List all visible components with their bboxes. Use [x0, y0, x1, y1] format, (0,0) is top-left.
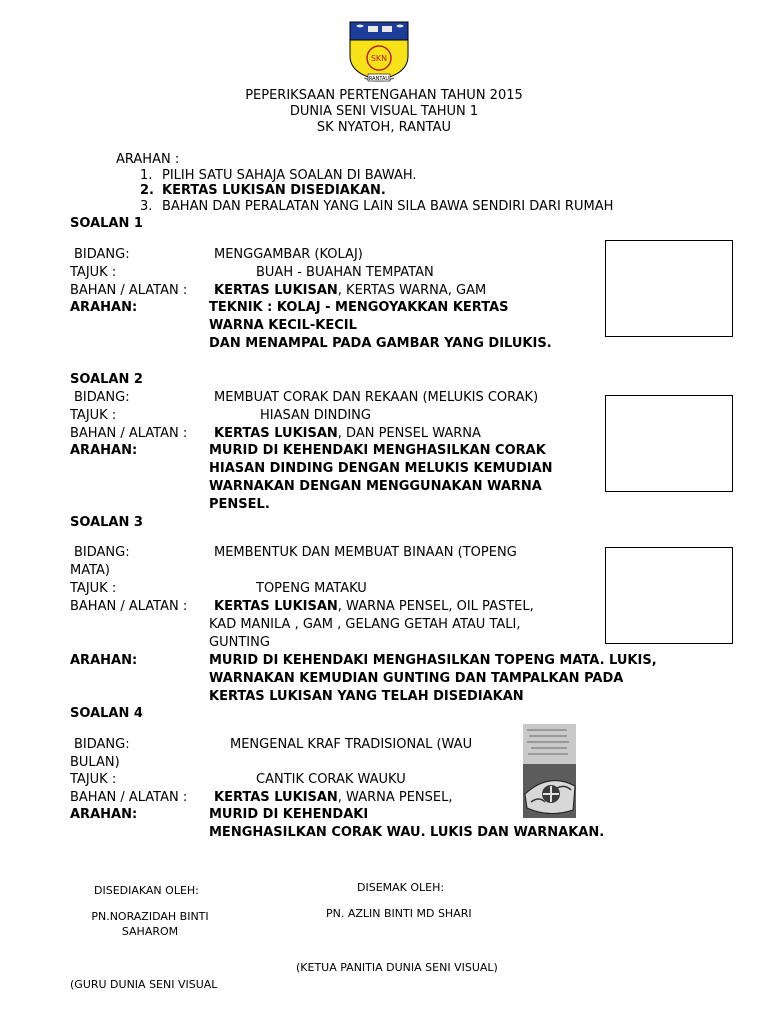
q3-bahan-kertas: KERTAS LUKISAN: [214, 599, 338, 614]
subject-title: DUNIA SENI VISUAL TAHUN 1: [289, 104, 479, 119]
exam-title: PEPERIKSAAN PERTENGAHAN TAHUN 2015: [245, 88, 523, 103]
q2-bidang-label: BIDANG:: [74, 390, 130, 405]
q1-tajuk-label: TAJUK :: [70, 265, 117, 280]
school-crest-logo: [344, 18, 414, 84]
q2-bahan-label: BAHAN / ALATAN :: [70, 426, 188, 441]
q4-arahan-line-2: MENGHASILKAN CORAK WAU. LUKIS DAN WARNAKAN.: [209, 825, 605, 840]
prepared-by-role: (GURU DUNIA SENI VISUAL: [70, 978, 218, 991]
instruction-2-number: 2.: [140, 183, 154, 198]
q1-title: SOALAN 1: [70, 216, 143, 231]
prepared-by-label: DISEDIAKAN OLEH:: [94, 884, 199, 897]
q3-picture-frame: [605, 547, 733, 644]
q3-bidang-label: BIDANG:: [74, 545, 130, 560]
q4-tajuk-label: TAJUK :: [70, 772, 117, 787]
q3-bahan-line-2: KAD MANILA , GAM , GELANG GETAH ATAU TALI,: [209, 617, 521, 632]
q4-bahan-label: BAHAN / ALATAN :: [70, 790, 188, 805]
q3-bidang-value-1: MEMBENTUK DAN MEMBUAT BINAAN (TOPENG: [214, 545, 517, 560]
instructions-label: ARAHAN :: [116, 152, 180, 167]
q2-tajuk-value: HIASAN DINDING: [260, 408, 371, 423]
q4-bahan-rest: , WARNA PENSEL,: [337, 790, 453, 805]
school-name: SK NYATOH, RANTAU: [316, 120, 452, 135]
q1-bahan-value: [214, 282, 486, 300]
q1-arahan-line-3: DAN MENAMPAL PADA GAMBAR YANG DILUKIS.: [209, 336, 552, 351]
q1-bahan-rest: , KERTAS WARNA, GAM: [337, 283, 487, 298]
q2-bidang-value: MEMBUAT CORAK DAN REKAAN (MELUKIS CORAK): [214, 390, 539, 405]
prepared-by-name-2: SAHAROM: [121, 925, 179, 938]
prepared-by-name-1: PN.NORAZIDAH BINTI: [91, 910, 209, 923]
q2-arahan-line-3: WARNAKAN DENGAN MENGGUNAKAN WARNA: [209, 479, 542, 494]
q2-arahan-line-1: MURID DI KEHENDAKI MENGHASILKAN CORAK: [209, 443, 546, 458]
q3-bahan-value: [214, 598, 534, 616]
crest-banner-text: RANTAU: [368, 76, 390, 82]
q3-arahan-line-2: WARNAKAN KEMUDIAN GUNTING DAN TAMPALKAN PADA: [209, 671, 624, 686]
q3-title: SOALAN 3: [70, 515, 143, 530]
instruction-3-number: 3.: [140, 199, 153, 214]
q4-bahan-value: [214, 789, 452, 807]
instruction-1-text: PILIH SATU SAHAJA SOALAN DI BAWAH.: [162, 168, 417, 183]
q3-tajuk-label: TAJUK :: [70, 581, 117, 596]
crest-emblem-text: SKN: [370, 54, 388, 63]
q2-arahan-label: ARAHAN:: [70, 443, 138, 458]
q3-arahan-label: ARAHAN:: [70, 653, 138, 668]
checked-by-role: (KETUA PANITIA DUNIA SENI VISUAL): [296, 961, 498, 974]
instruction-1-number: 1.: [140, 168, 153, 183]
q1-arahan-line-1: TEKNIK : KOLAJ - MENGOYAKKAN KERTAS: [209, 300, 509, 315]
q4-bidang-value-2: BULAN): [70, 755, 120, 770]
q1-arahan-line-2: WARNA KECIL-KECIL: [209, 318, 357, 333]
q3-arahan-line-1: MURID DI KEHENDAKI MENGHASILKAN TOPENG MATA. LUKIS,: [209, 653, 657, 668]
instruction-3-text: BAHAN DAN PERALATAN YANG LAIN SILA BAWA SENDIRI DARI RUMAH: [162, 199, 614, 214]
q2-arahan-line-2: HIASAN DINDING DENGAN MELUKIS KEMUDIAN: [209, 461, 553, 476]
q2-bahan-kertas: KERTAS LUKISAN: [214, 426, 338, 441]
instruction-2-text: KERTAS LUKISAN DISEDIAKAN.: [162, 183, 386, 198]
q3-bahan-line-3: GUNTING: [209, 635, 270, 650]
q2-bahan-value: [214, 425, 481, 443]
q1-bidang-label: BIDANG:: [74, 247, 130, 262]
checked-by-name: PN. AZLIN BINTI MD SHARI: [326, 907, 472, 920]
q1-bahan-kertas: KERTAS LUKISAN: [214, 283, 338, 298]
q3-arahan-line-3: KERTAS LUKISAN YANG TELAH DISEDIAKAN: [209, 689, 524, 704]
q1-tajuk-value: BUAH - BUAHAN TEMPATAN: [256, 265, 434, 280]
q4-arahan-label: ARAHAN:: [70, 807, 138, 822]
q3-bahan-label: BAHAN / ALATAN :: [70, 599, 188, 614]
q3-bahan-rest: , WARNA PENSEL, OIL PASTEL,: [337, 599, 534, 614]
q1-bahan-label: BAHAN / ALATAN :: [70, 283, 188, 298]
q1-bidang-value: MENGGAMBAR (KOLAJ): [214, 247, 363, 262]
q2-bahan-rest: , DAN PENSEL WARNA: [337, 426, 481, 441]
q1-picture-frame: [605, 240, 733, 337]
q3-tajuk-value: TOPENG MATAKU: [256, 581, 367, 596]
q2-picture-frame: [605, 395, 733, 492]
q4-bahan-kertas: KERTAS LUKISAN: [214, 790, 338, 805]
wau-kite-photo: [523, 724, 576, 818]
q3-bidang-value-2: MATA): [70, 563, 110, 578]
q4-tajuk-value: CANTIK CORAK WAUKU: [256, 772, 406, 787]
q2-arahan-line-4: PENSEL.: [209, 497, 270, 512]
checked-by-label: DISEMAK OLEH:: [357, 881, 445, 894]
q4-title: SOALAN 4: [70, 706, 143, 721]
q1-arahan-label: ARAHAN:: [70, 300, 138, 315]
q2-tajuk-label: TAJUK :: [70, 408, 117, 423]
q4-bidang-label: BIDANG:: [74, 737, 130, 752]
q2-title: SOALAN 2: [70, 372, 143, 387]
q4-bidang-value-1: MENGENAL KRAF TRADISIONAL (WAU: [230, 737, 473, 752]
q4-arahan-line-1: MURID DI KEHENDAKI: [209, 807, 369, 822]
